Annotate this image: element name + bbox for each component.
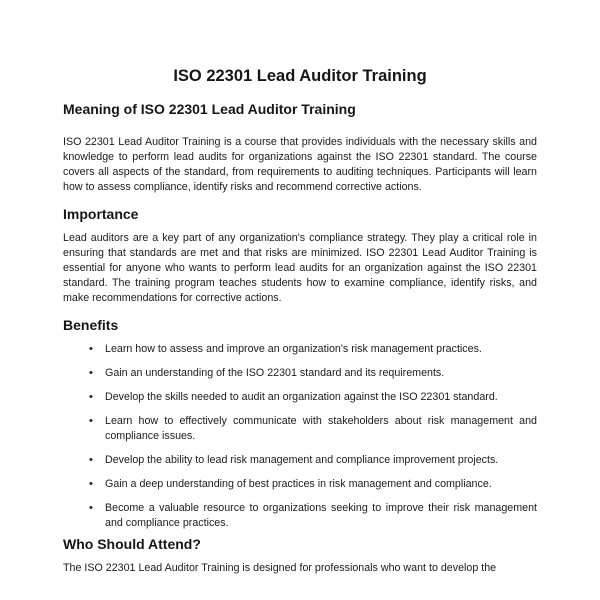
benefit-item: • Develop the skills needed to audit an organization against the ISO 22301 standard. <box>105 390 537 405</box>
section-heading-benefits: Benefits <box>63 317 119 333</box>
importance-paragraph: Lead auditors are a key part of any organization's compliance strategy. They play a critical role in ensuring that standards are met and that risks are minimized. ISO 22301 Lead Auditor Training is essential for anyone who wants to perform lead audits for an organization against the ISO 22301 standard. The training program teaches students how to examine compliance, identify risks, and make recommendations for corrective actions. <box>63 232 537 304</box>
section-heading-importance: Importance <box>63 206 139 222</box>
benefit-item: • Develop the ability to lead risk management and compliance improvement projects. <box>105 453 537 468</box>
section-heading-who-should-attend: Who Should Attend? <box>63 536 201 552</box>
benefit-item: • Learn how to assess and improve an organization's risk management practices. <box>105 342 537 357</box>
attend-paragraph: The ISO 22301 Lead Auditor Training is designed for professionals who want to develop the <box>63 562 497 574</box>
benefits-list <box>63 342 537 531</box>
section-heading-meaning: Meaning of ISO 22301 Lead Auditor Training <box>63 101 356 117</box>
benefit-item: • Gain a deep understanding of best practices in risk management and compliance. <box>105 477 537 492</box>
benefit-item: • Become a valuable resource to organizations seeking to improve their risk management and compliance practices. <box>105 501 537 531</box>
document-title: ISO 22301 Lead Auditor Training <box>173 67 427 85</box>
meaning-paragraph: ISO 22301 Lead Auditor Training is a course that provides individuals with the necessary skills and knowledge to perform lead audits for organizations against the ISO 22301 standard. The course covers all aspects of the standard, from requirements to auditing techniques. Participants will learn how to assess compliance, identify risks and recommend corrective actions. <box>63 136 537 193</box>
benefit-item: • Gain an understanding of the ISO 22301 standard and its requirements. <box>105 366 537 381</box>
benefit-item: • Learn how to effectively communicate with stakeholders about risk management and compliance issues. <box>105 414 537 444</box>
